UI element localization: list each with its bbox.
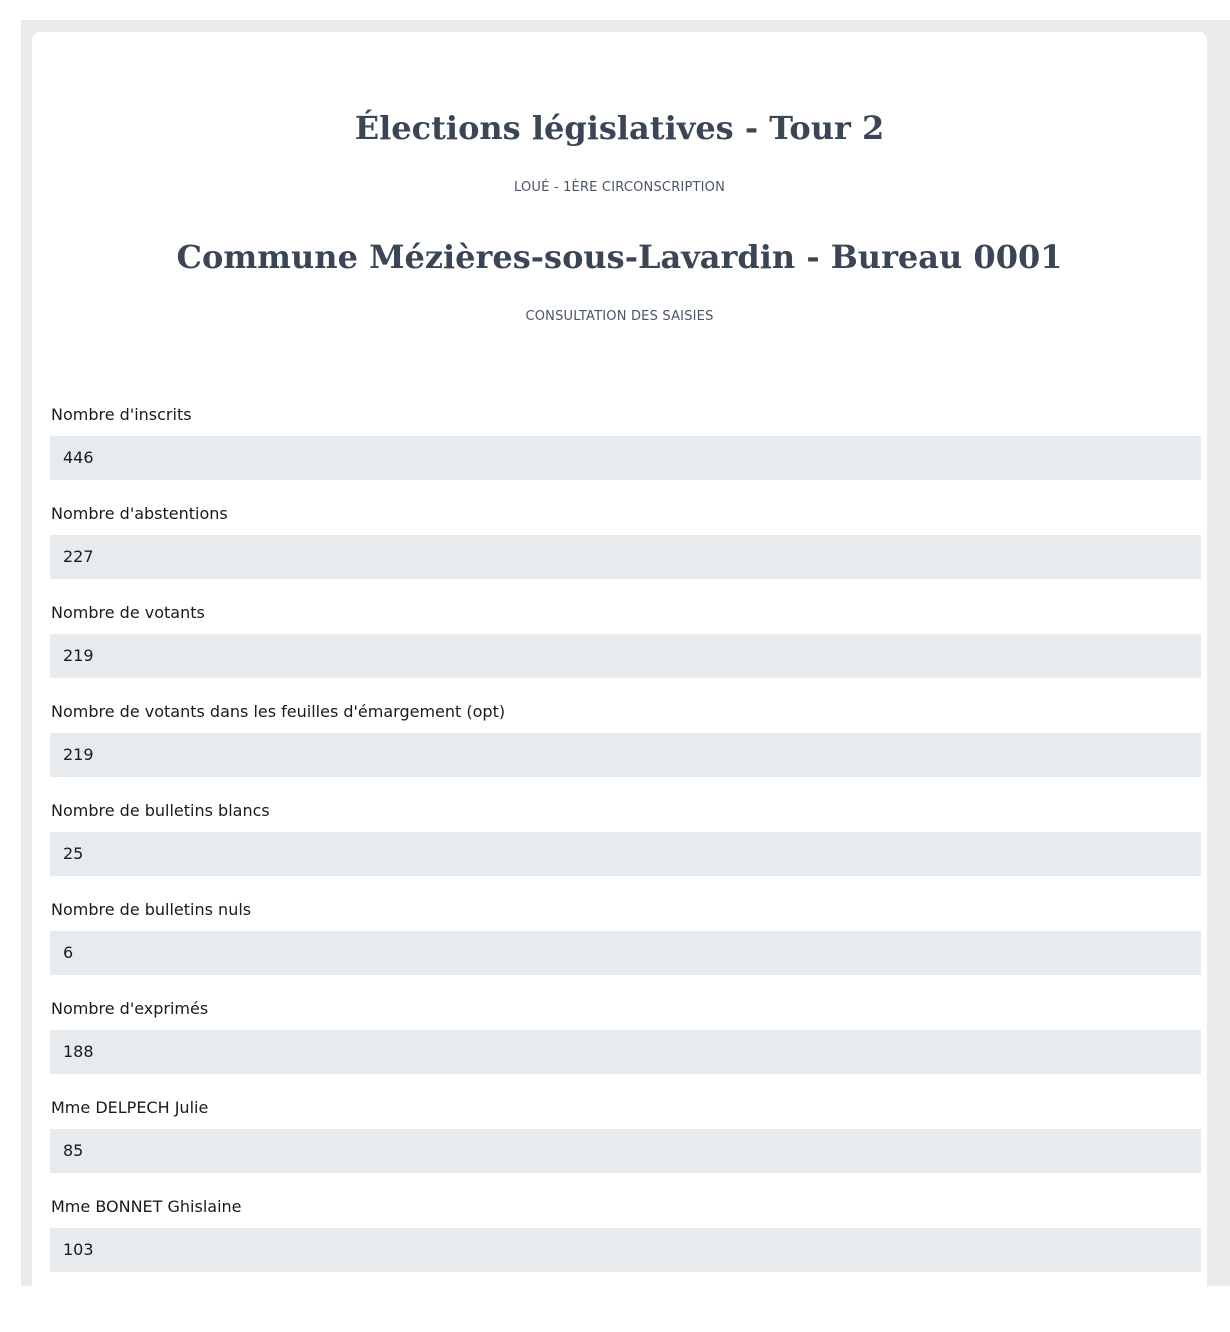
- commune-bureau-title: Commune Mézières-sous-Lavardin - Bureau 0001: [176, 238, 1063, 276]
- field-nuls: [50, 899, 1201, 998]
- field-votants: [50, 602, 1201, 701]
- field-value-nuls[interactable]: 6: [50, 931, 1201, 975]
- field-label: Mme DELPECH Julie: [51, 1098, 209, 1117]
- page-title: Élections législatives - Tour 2: [354, 109, 885, 147]
- field-value-votants-emargement[interactable]: 219: [50, 733, 1201, 777]
- results-card: [32, 32, 1207, 1332]
- field-label: Nombre de votants: [51, 603, 205, 622]
- field-votants-emargement: [50, 701, 1201, 800]
- field-value-exprimes[interactable]: 188: [50, 1030, 1201, 1074]
- results-form: [50, 404, 1201, 1295]
- field-label: Nombre de bulletins blancs: [51, 801, 270, 820]
- field-exprimes: [50, 998, 1201, 1097]
- field-label: Nombre d'inscrits: [51, 405, 192, 424]
- field-label: Mme BONNET Ghislaine: [51, 1197, 242, 1216]
- field-value-votants[interactable]: 219: [50, 634, 1201, 678]
- field-value-inscrits[interactable]: 446: [50, 436, 1201, 480]
- field-label: Nombre d'exprimés: [51, 999, 209, 1018]
- field-candidate-delpech: [50, 1097, 1201, 1196]
- field-value-bonnet[interactable]: 103: [50, 1228, 1201, 1272]
- field-label: Nombre d'abstentions: [51, 504, 228, 523]
- field-value-delpech[interactable]: 85: [50, 1129, 1201, 1173]
- field-inscrits: [50, 404, 1201, 503]
- field-blancs: [50, 800, 1201, 899]
- circonscription-label: LOUÉ - 1ÈRE CIRCONSCRIPTION: [513, 180, 726, 195]
- field-label: Nombre de bulletins nuls: [51, 900, 252, 919]
- page-background: [21, 20, 1230, 1286]
- mode-label: CONSULTATION DES SAISIES: [525, 309, 714, 324]
- field-value-blancs[interactable]: 25: [50, 832, 1201, 876]
- field-abstentions: [50, 503, 1201, 602]
- field-candidate-bonnet: [50, 1196, 1201, 1295]
- field-value-abstentions[interactable]: 227: [50, 535, 1201, 579]
- field-label: Nombre de votants dans les feuilles d'émargement (opt): [51, 702, 506, 721]
